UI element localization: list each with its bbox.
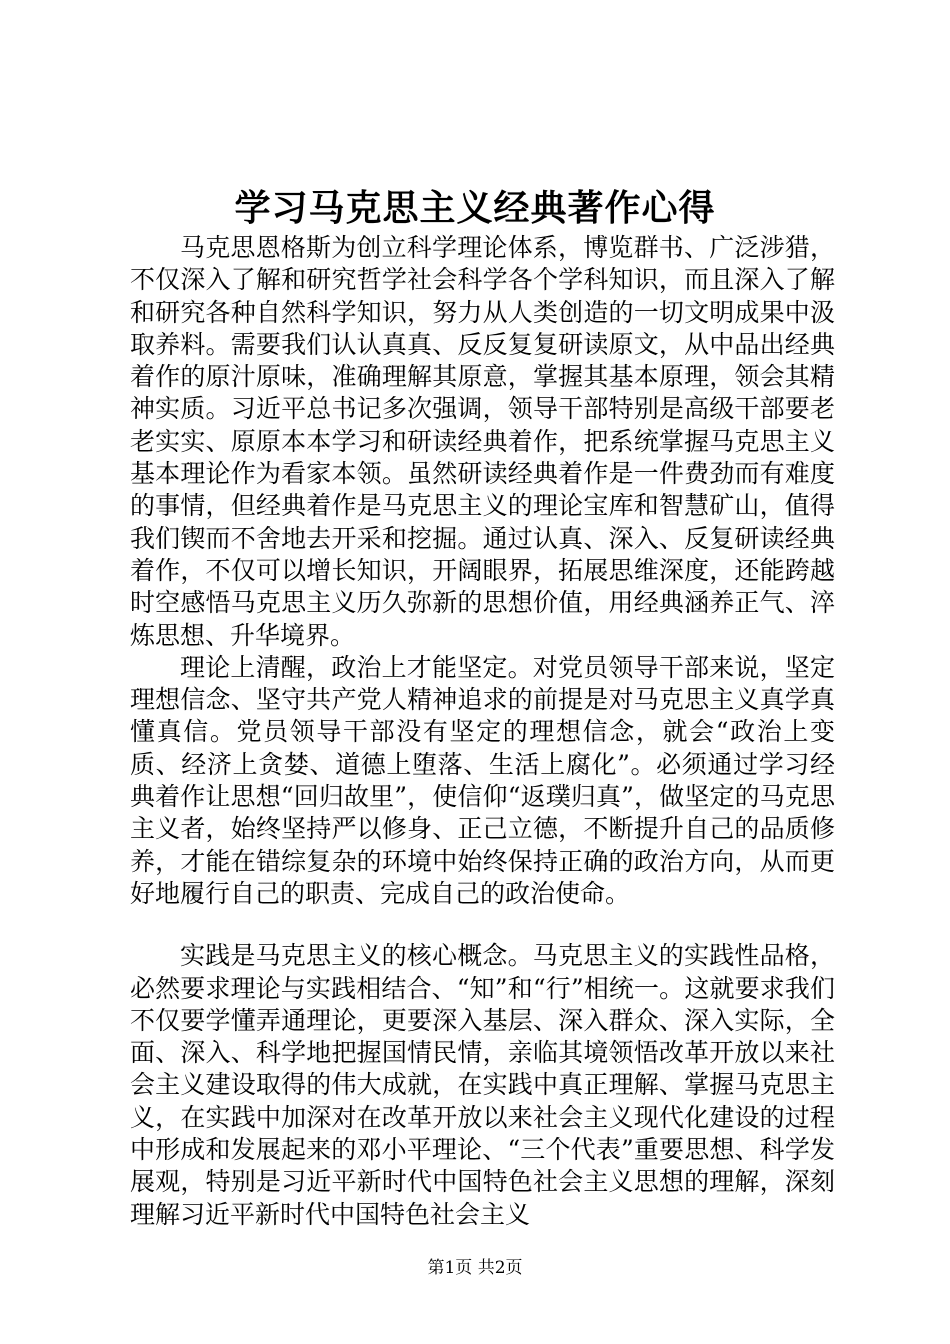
page-footer [0,1256,950,1280]
paragraph-1: 马克思恩格斯为创立科学理论体系，博览群书、广泛涉猎，不仅深入了解和研究哲学社会科学各个学科知识，而且深入了解和研究各种自然科学知识，努力从人类创造的一切文明成果中汲取养料。需要我们认认真真、反反复复研读原文，从中品出经典着作的原汁原味，准确理解其原意，掌握其基本原理，领会其精神实质。习近平总书记多次强调，领导干部特别是高级干部要老老实实、原原本本学习和研读经典着作，把系统掌握马克思主义基本理论作为看家本领。虽然研读经典着作是一件费劲而有难度的事情，但经典着作是马克思主义的理论宝库和智慧矿山，值得我们锲而不舍地去开采和挖掘。通过认真、深入、反复研读经典着作，不仅可以增长知识，开阔眼界，拓展思维深度，还能跨越时空感悟马克思主义历久弥新的思想价值，用经典涵养正气、淬炼思想、升华境界。 [130,233,835,650]
paragraph-3: 实践是马克思主义的核心概念。马克思主义的实践性品格，必然要求理论与实践相结合、“知”和“行”相统一。这就要求我们不仅要学懂弄通理论，更要深入基层、深入群众、深入实际，全面、深入、科学地把握国情民情，亲临其境领悟改革开放以来社会主义建设取得的伟大成就，在实践中真正理解、掌握马克思主义，在实践中加深对在改革开放以来社会主义现代化建设的过程中形成和发展起来的邓小平理论、“三个代表”重要思想、科学发展观，特别是习近平新时代中国特色社会主义思想的理解，深刻理解习近平新时代中国特色社会主义 [130,941,835,1229]
paragraph-2: 理论上清醒，政治上才能坚定。对党员领导干部来说，坚定理想信念、坚守共产党人精神追求的前提是对马克思主义真学真懂真信。党员领导干部没有坚定的理想信念，就会“政治上变质、经济上贪婪、道德上堕落、生活上腐化”。必须通过学习经典着作让思想“回归故里”，使信仰“返璞归真”，做坚定的马克思主义者，始终坚持严以修身、正己立德，不断提升自己的品质修养，才能在错综复杂的环境中始终保持正确的政治方向，从而更好地履行自己的职责、完成自己的政治使命。 [130,652,835,908]
paragraph-spacer [130,910,835,940]
page-indicator: 第1页 共2页 [427,1258,523,1278]
document-title: 学习马克思主义经典著作心得 [234,187,716,229]
document-body [130,232,835,1231]
